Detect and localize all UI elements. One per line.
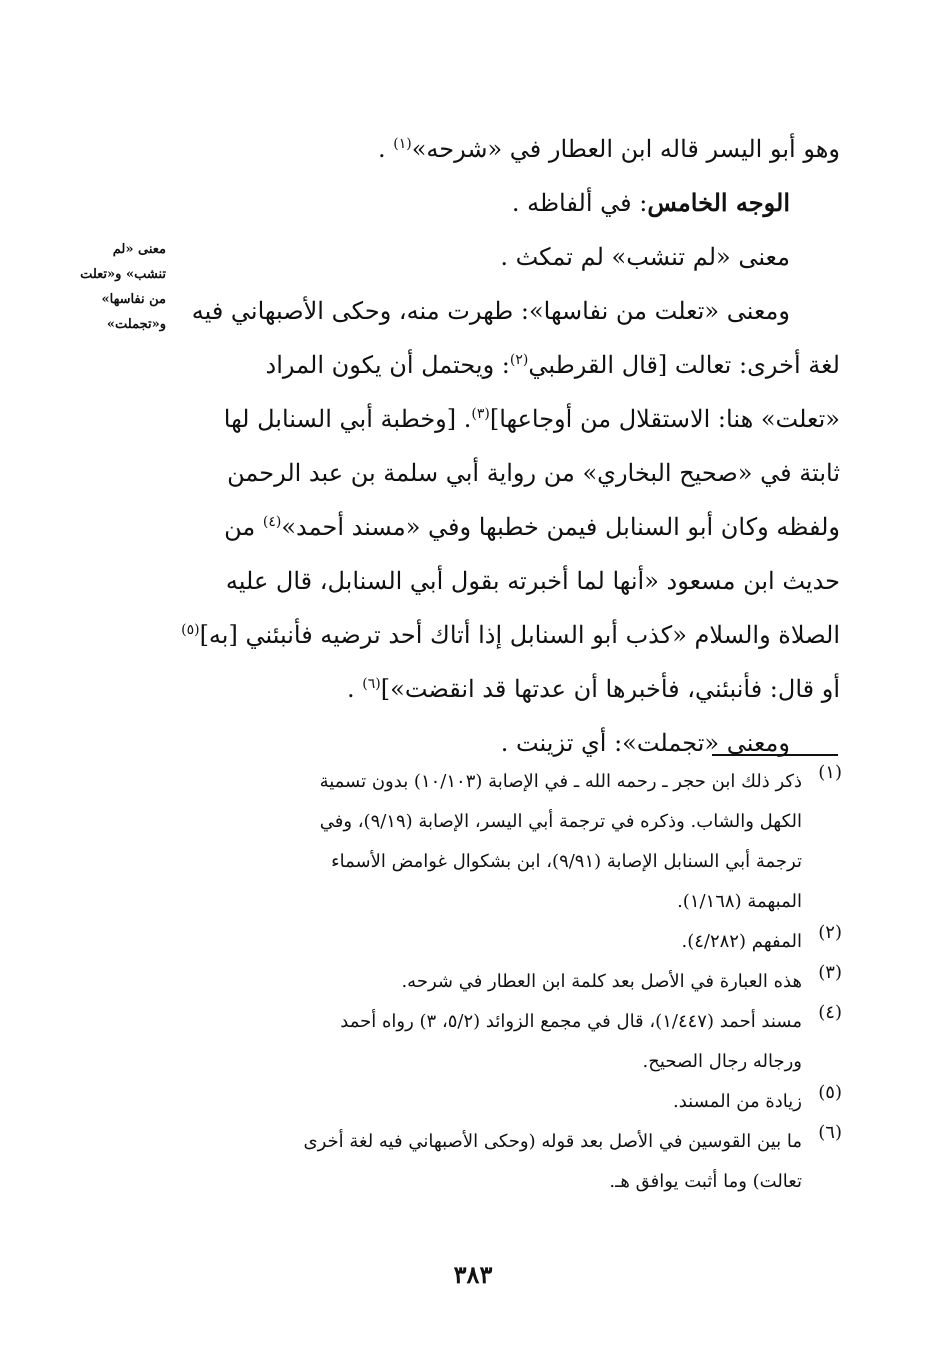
footnote-4: [150, 1002, 842, 1082]
footnote-ref-4[interactable]: (٤): [262, 514, 282, 530]
footnote-number: (١): [818, 762, 842, 783]
footnote-line: زيادة من المسند.: [673, 1091, 802, 1112]
footnote-line: المبهمة (١/١٦٨).: [677, 891, 802, 912]
footnote-ref-2[interactable]: (٢): [509, 352, 529, 368]
footnote-6: [150, 1122, 842, 1202]
page-number: ٣٨٣: [453, 1260, 493, 1289]
footnote-1: [150, 762, 842, 922]
main-line-6: «تعلت» هنا: الاستقلال من أوجاعها]$^{(٣)}$. [وخطبة أبي السنابل لها: [223, 405, 840, 433]
footnote-line: مسند أحمد (١/٤٤٧)، قال في مجمع الزوائد (٥/٢، ٣) رواه أحمد: [340, 1011, 802, 1032]
main-line-10: الصلاة والسلام «كذب أبو السنابل إذا أتاك أحد ترضيه فأنبئني [به]$^{(٥)}$: [181, 621, 840, 649]
footnote-line: هذه العبارة في الأصل بعد كلمة ابن العطار في شرحه.: [401, 971, 802, 992]
footnote-line: ترجمة أبي السنابل الإصابة (٩/٩١)، ابن بشكوال غوامض الأسماء: [331, 851, 802, 872]
footnote-divider: [712, 754, 838, 756]
main-text: [150, 122, 840, 770]
main-line-9: حديث ابن مسعود «أنها لما أخبرته بقول أبي السنابل، قال عليه: [225, 567, 840, 595]
footnote-line: تعالت) وما أثبت يوافق هـ.: [609, 1171, 802, 1192]
main-line-8: ولفظه وكان أبو السنابل فيمن خطبها وفي «مسند أحمد»$^{(٤)}$ من: [224, 513, 840, 541]
margin-note-line: من نفاسها»: [101, 292, 166, 307]
margin-note: [60, 237, 166, 337]
footnote-line: ورجاله رجال الصحيح.: [642, 1051, 802, 1072]
margin-note-line: معنى «لم: [112, 242, 166, 257]
footnote-number: (٤): [818, 1002, 842, 1023]
footnote-2: [150, 922, 842, 962]
footnote-number: (٢): [818, 922, 842, 943]
footnote-number: (٥): [818, 1082, 842, 1103]
main-line-5: لغة أخرى: تعالت [قال القرطبي$^{(٢)}$: ويحتمل أن يكون المراد: [265, 351, 840, 379]
footnote-ref-1[interactable]: (١): [393, 136, 412, 152]
footnote-line: الكهل والشاب. وذكره في ترجمة أبي اليسر، الإصابة (٩/١٩)، وفي: [319, 811, 802, 832]
footnote-ref-6[interactable]: (٦): [362, 676, 381, 692]
footnote-5: [150, 1082, 842, 1122]
footnote-number: (٦): [818, 1122, 842, 1143]
footnote-number: (٣): [818, 962, 842, 983]
main-line-12: ومعنى «تجملت»: أي تزينت .: [500, 729, 790, 757]
section-heading-label: الوجه الخامس: [647, 188, 790, 217]
footnote-ref-3[interactable]: (٣): [471, 406, 490, 422]
section-heading: الوجه الخامس: في ألفاظه .: [511, 188, 790, 217]
margin-note-line: تنشب» و«تعلت: [80, 267, 166, 282]
main-line-1: وهو أبو اليسر قاله ابن العطار في «شرحه»$^{(١)}$ .: [377, 135, 840, 163]
footnotes: [150, 762, 842, 1202]
main-line-7: ثابتة في «صحيح البخاري» من رواية أبي سلمة بن عبد الرحمن: [227, 459, 840, 487]
footnote-line: ما بين القوسين في الأصل بعد قوله (وحكى الأصبهاني فيه لغة أخرى: [303, 1131, 802, 1152]
footnote-3: [150, 962, 842, 1002]
footnote-line: المفهم (٤/٢٨٢).: [681, 931, 802, 952]
footnote-ref-5[interactable]: (٥): [181, 622, 200, 638]
footnote-line: ذكر ذلك ابن حجر ـ رحمه الله ـ في الإصابة (١٠/١٠٣) بدون تسمية: [319, 771, 802, 792]
main-line-4: ومعنى «تعلت من نفاسها»: طهرت منه، وحكى الأصبهاني فيه: [191, 297, 790, 325]
margin-note-line: و«تجملت»: [106, 317, 166, 332]
main-line-11: أو قال: فأنبئني، فأخبرها أن عدتها قد انقضت»]$^{(٦)}$ .: [347, 675, 840, 703]
main-line-3: معنى «لم تنشب» لم تمكث .: [500, 243, 790, 271]
